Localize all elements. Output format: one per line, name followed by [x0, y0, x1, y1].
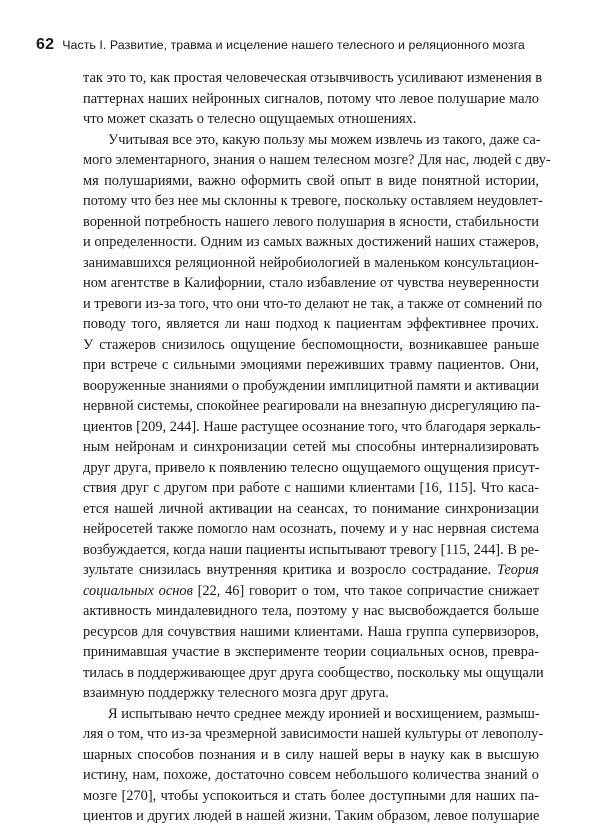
italic-term: Теория [497, 562, 539, 578]
text-line: нейросетей также помогло нам осознать, почему и у нас нервная система [83, 521, 539, 537]
text-line: паттернах наших нейронных сигналов, потому что левое полушарие мало [83, 90, 539, 107]
text-line: тилась в поддерживающее друг друга сообщество, поскольку мы ощущали [83, 664, 544, 681]
text-line: ляя о том, что из-за чрезмерной зависимости нашей культуры от левополу- [83, 726, 544, 742]
text-line: так это то, как простая человеческая отзывчивость усиливают изменения в [83, 70, 543, 86]
text-line: при встрече с сильными эмоциями переживших травму пациентов. Они, [83, 357, 539, 373]
body-text [83, 68, 551, 827]
text-line: поводу того, является ли наш подход к пациентам эффективнее прочих. [83, 316, 539, 332]
text-line: возбуждается, когда наши пациенты испытывают тревогу [115, 244]. В ре- [83, 541, 539, 558]
text-line: что может сказать о телесно ощущаемых отношениях. [83, 111, 417, 127]
text-line-with-italic [83, 560, 539, 581]
text-line: вооруженные знаниями о пробуждении имплицитной памяти и активации [83, 377, 539, 394]
italic-term: социальных основ [83, 582, 193, 599]
paragraph-1 [83, 68, 543, 130]
text-line: ресурсов для сочувствия нашими клиентами. Наша группа супервизоров, [83, 623, 539, 640]
text-line-with-italic [83, 581, 539, 602]
paragraph-2 [83, 130, 551, 704]
text-line: мого элементарного, знания о нашем телесном мозге? Для нас, людей с дву- [83, 152, 551, 168]
text-run: [22, 46] говорит о том, что такое сопричастие снижает [192, 582, 539, 599]
text-line: шарных способов познания и в силу нашей веры в науку как в высшую [83, 746, 539, 763]
text-line: потому что без нее мы склонны к тревоге, поскольку оставляем неудовлет- [83, 193, 543, 209]
paragraph-3 [83, 704, 544, 827]
running-head-title: Часть I. Развитие, травма и исцеление нашего телесного и реляционного мозга [62, 38, 525, 52]
running-header [36, 36, 536, 58]
text-line: У стажеров снизилось ощущение беспомощности, возникавшее раньше [83, 336, 539, 353]
text-line: и тревоги из-за того, что они что-то делают не так, а также от сомнений по [83, 295, 543, 312]
text-line: ным нейронам и синхронизации сетей мы способны интернализировать [83, 439, 539, 455]
text-line: циентов [209, 244]. Наше растущее осознание того, что благодаря зеркаль- [83, 418, 541, 435]
text-line: принимавшая участие в эксперименте теории социальных основ, превра- [83, 644, 539, 660]
text-line: друг друга, привело к появлению телесно ощущаемого ощущения присут- [83, 459, 540, 476]
text-line: активность миндалевидного тела, поэтому у нас высвобождается больше [83, 603, 539, 619]
text-run: зультате снизилась внутренняя критика и возросло сострадание. [83, 562, 498, 578]
text-line: занимавшихся реляционной нейробиологией в маленьком консультацион- [83, 254, 539, 271]
text-line: ется нашей личной активации на сеансах, то понимание синхронизации [83, 500, 539, 517]
text-line: и определенности. Одним из самых важных достижений наших стажеров, [83, 234, 539, 250]
text-line: мозге [270], чтобы успокоиться и стать более доступными для наших па- [83, 787, 539, 804]
text-line: воренной потребность нашего левого полушария в ясности, стабильности [83, 213, 539, 230]
text-line: взаимную поддержку телесного мозга друг друга. [83, 685, 389, 701]
text-line: Учитывая все это, какую пользу мы можем извлечь из такого, даже са- [108, 131, 541, 148]
page-number: 62 [36, 36, 55, 53]
text-line: циентов и других людей в нашей жизни. Таким образом, левое полушарие [83, 808, 540, 824]
text-line: мя полушариями, важно оформить свой опыт в виде понятной истории, [83, 172, 539, 189]
text-line: нервной системы, спокойнее реагировали на внезапную дисрегуляцию па- [83, 398, 541, 414]
text-line: истину, нам, похоже, достаточно совсем небольшого количества знаний о [83, 767, 539, 783]
text-line: Я испытываю нечто среднее между иронией и восхищением, размыш- [108, 705, 540, 722]
text-line: ствия друг с другом при работе с нашими клиентами [16, 115]. Что каса- [83, 480, 539, 496]
text-line: ном агентстве в Калифорнии, стало избавление от чувства неуверенности [83, 275, 539, 291]
